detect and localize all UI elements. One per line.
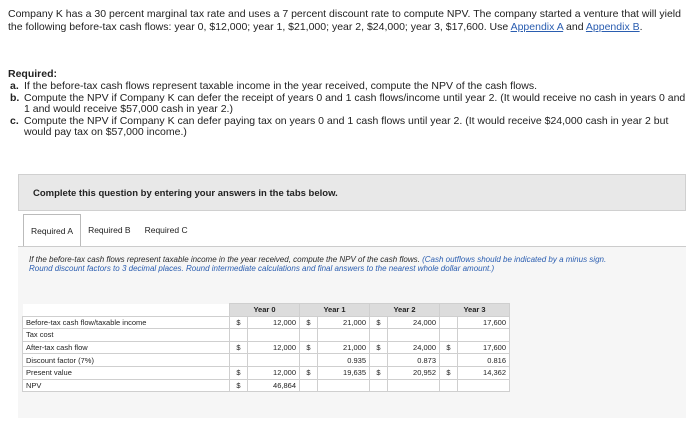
required-text: Compute the NPV if Company K can defer paying tax on years 0 and 1 cash flows until year 2. (It would receive $24,000 cash in year 2 but would pay tax on $57,000 income.) bbox=[24, 114, 669, 138]
banner-text: Complete this question by entering your answers in the tabs below. bbox=[33, 188, 338, 199]
value-cell[interactable] bbox=[248, 341, 300, 354]
value-cell[interactable] bbox=[458, 329, 510, 342]
value-cell[interactable] bbox=[458, 316, 510, 329]
required-item-c bbox=[10, 116, 694, 139]
instruction-note: (Cash outflows should be indicated by a minus sign. Round discount factors to 3 decimal places. Round intermediate calculations and final answers to the nearest whole dollar amount.) bbox=[29, 255, 607, 273]
table-row bbox=[23, 316, 510, 329]
table-row bbox=[23, 379, 510, 392]
value-input[interactable]: 0.873 bbox=[417, 355, 436, 365]
year-header-row bbox=[23, 304, 510, 317]
row-label: Present value bbox=[23, 366, 230, 379]
value-input[interactable]: 19,635 bbox=[343, 368, 366, 378]
row-label: Before-tax cash flow/taxable income bbox=[23, 316, 230, 329]
value-cell[interactable] bbox=[318, 341, 370, 354]
value-cell[interactable] bbox=[388, 354, 440, 367]
currency-sign: $ bbox=[300, 341, 318, 354]
currency-sign bbox=[230, 354, 248, 367]
value-input[interactable]: 0.816 bbox=[487, 355, 506, 365]
currency-sign: $ bbox=[230, 316, 248, 329]
currency-sign: $ bbox=[370, 341, 388, 354]
value-cell[interactable] bbox=[318, 316, 370, 329]
year-header: Year 2 bbox=[370, 304, 440, 317]
value-cell[interactable] bbox=[248, 366, 300, 379]
value-input[interactable]: 21,000 bbox=[343, 343, 366, 353]
currency-sign bbox=[440, 329, 458, 342]
required-letter: a. bbox=[10, 80, 19, 92]
year-header: Year 1 bbox=[300, 304, 370, 317]
value-input[interactable]: 24,000 bbox=[413, 343, 436, 353]
required-list bbox=[10, 81, 694, 139]
tab-required-c[interactable]: Required C bbox=[144, 225, 188, 235]
table-row bbox=[23, 341, 510, 354]
currency-sign bbox=[440, 379, 458, 392]
row-label: NPV bbox=[23, 379, 230, 392]
currency-sign bbox=[230, 329, 248, 342]
question-period: . bbox=[639, 20, 643, 33]
currency-sign: $ bbox=[230, 341, 248, 354]
value-input[interactable]: 17,600 bbox=[483, 317, 506, 327]
required-letter: c. bbox=[10, 114, 19, 127]
year-header: Year 3 bbox=[440, 304, 510, 317]
value-cell[interactable] bbox=[248, 354, 300, 367]
currency-sign: $ bbox=[370, 316, 388, 329]
value-cell[interactable] bbox=[458, 341, 510, 354]
value-input[interactable]: 12,000 bbox=[273, 317, 296, 327]
value-cell[interactable] bbox=[318, 379, 370, 392]
currency-sign bbox=[370, 379, 388, 392]
currency-sign: $ bbox=[300, 316, 318, 329]
row-label: After-tax cash flow bbox=[23, 341, 230, 354]
value-cell[interactable] bbox=[388, 329, 440, 342]
currency-sign bbox=[370, 329, 388, 342]
appendix-b-link[interactable]: Appendix B bbox=[585, 20, 640, 33]
value-cell[interactable] bbox=[458, 379, 510, 392]
instruction-main: If the before-tax cash flows represent taxable income in the year received, compute the NPV of the cash flows. bbox=[29, 255, 423, 264]
question-text bbox=[8, 8, 694, 33]
appendix-a-link[interactable]: Appendix A bbox=[510, 20, 564, 33]
question-body: Company K has a 30 percent marginal tax rate and uses a 7 percent discount rate to compute NPV. The company started a venture that will yield the following before-tax cash flows: year 0, $12,000; year 1, $21,000; year 2, $24,000; year 3, $17,600. Use bbox=[8, 8, 681, 33]
required-item-b bbox=[10, 93, 694, 116]
required-heading: Required: bbox=[8, 68, 58, 80]
table-row bbox=[23, 354, 510, 367]
value-cell[interactable] bbox=[388, 366, 440, 379]
value-cell[interactable] bbox=[318, 354, 370, 367]
question-and: and bbox=[563, 20, 586, 33]
value-cell[interactable] bbox=[388, 316, 440, 329]
required-text: Compute the NPV if Company K can defer the receipt of years 0 and 1 cash flows/income until year 2. (It would receive no cash in years 0 and 1 and would receive $57,000 cash in year 2.) bbox=[24, 91, 686, 115]
value-cell[interactable] bbox=[248, 316, 300, 329]
required-text: If the before-tax cash flows represent taxable income in the year received, compute the NPV of the cash flows. bbox=[24, 80, 538, 92]
value-cell[interactable] bbox=[458, 366, 510, 379]
currency-sign: $ bbox=[370, 366, 388, 379]
required-item-a bbox=[10, 81, 694, 93]
currency-sign bbox=[300, 354, 318, 367]
value-input[interactable]: 0.935 bbox=[347, 355, 366, 365]
instruction-banner bbox=[18, 174, 686, 211]
currency-sign: $ bbox=[300, 366, 318, 379]
value-input[interactable]: 14,362 bbox=[483, 368, 506, 378]
value-cell[interactable] bbox=[458, 354, 510, 367]
value-cell[interactable] bbox=[388, 379, 440, 392]
value-cell[interactable] bbox=[318, 366, 370, 379]
currency-sign bbox=[300, 329, 318, 342]
value-input[interactable]: 46,864 bbox=[273, 380, 296, 390]
table-row bbox=[23, 366, 510, 379]
value-input[interactable]: 17,600 bbox=[483, 343, 506, 353]
currency-sign: $ bbox=[230, 366, 248, 379]
value-input[interactable]: 24,000 bbox=[413, 317, 436, 327]
value-cell[interactable] bbox=[388, 341, 440, 354]
currency-sign bbox=[440, 354, 458, 367]
required-letter: b. bbox=[10, 91, 20, 104]
currency-sign bbox=[440, 316, 458, 329]
value-input[interactable]: 20,952 bbox=[413, 368, 436, 378]
value-cell[interactable] bbox=[248, 329, 300, 342]
currency-sign bbox=[370, 354, 388, 367]
tab-required-a[interactable]: Required A bbox=[23, 214, 81, 246]
row-label: Tax cost bbox=[23, 329, 230, 342]
currency-sign: $ bbox=[440, 341, 458, 354]
value-input[interactable]: 12,000 bbox=[273, 368, 296, 378]
table-row bbox=[23, 329, 510, 342]
tab-required-b[interactable]: Required B bbox=[88, 225, 131, 235]
header-blank bbox=[23, 304, 230, 317]
value-input[interactable]: 21,000 bbox=[343, 317, 366, 327]
currency-sign: $ bbox=[230, 379, 248, 392]
year-header: Year 0 bbox=[230, 304, 300, 317]
currency-sign: $ bbox=[440, 366, 458, 379]
value-cell[interactable] bbox=[248, 379, 300, 392]
value-cell[interactable] bbox=[318, 329, 370, 342]
npv-table bbox=[22, 303, 510, 392]
tab-bar bbox=[23, 214, 195, 246]
currency-sign bbox=[300, 379, 318, 392]
panel-instruction bbox=[29, 255, 629, 273]
row-label: Discount factor (7%) bbox=[23, 354, 230, 367]
value-input[interactable]: 12,000 bbox=[273, 343, 296, 353]
